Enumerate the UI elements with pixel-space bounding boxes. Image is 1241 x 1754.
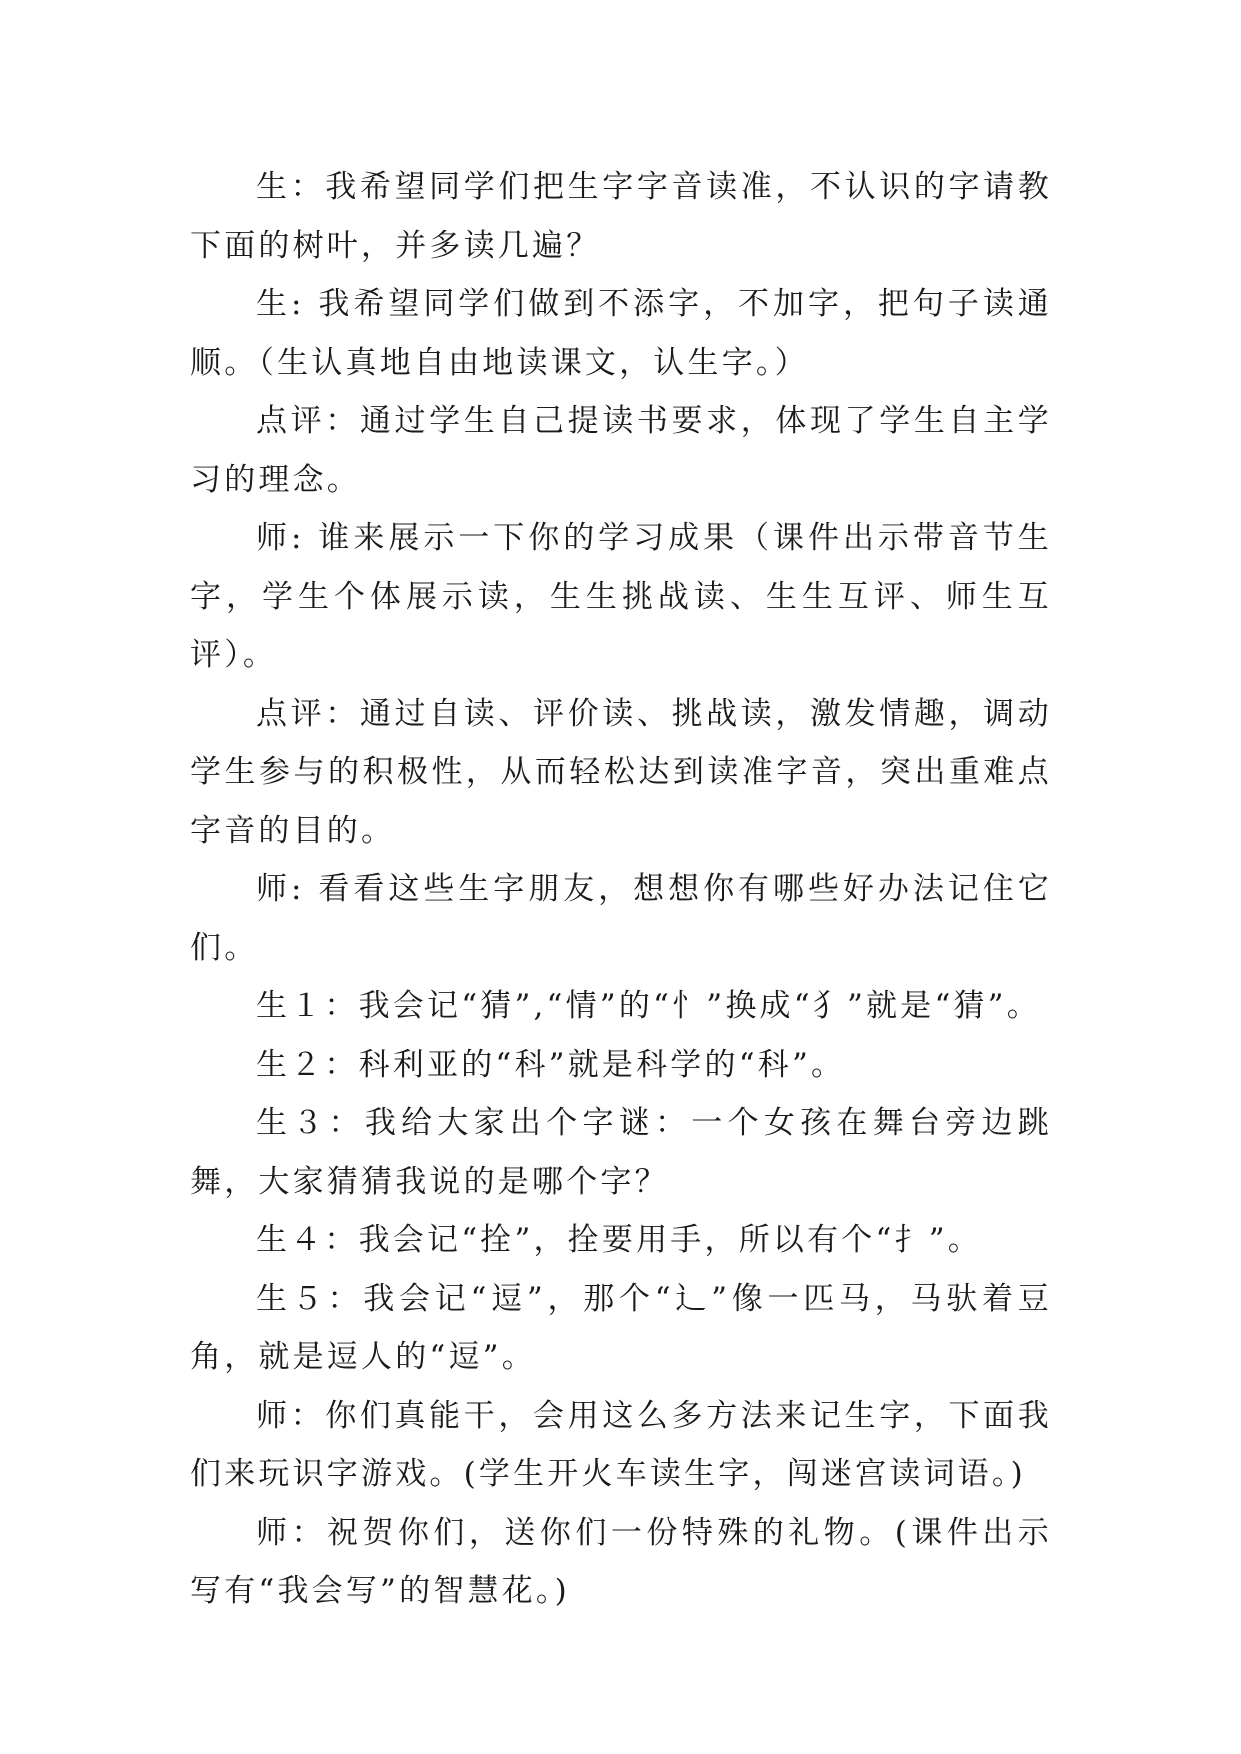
paragraph-10: 生４：我会记“拴”，拴要用手，所以有个“扌”。 <box>256 1222 982 1258</box>
paragraph-6: 师: 看看这些生字朋友，想想你有哪些好办法记住它们。 <box>190 871 1052 966</box>
paragraph-3: 点评：通过学生自己提读书要求，体现了学生自主学习的理念。 <box>190 403 1052 498</box>
paragraph-1: 生：我希望同学们把生字字音读准，不认识的字请教下面的树叶，并多读几遍？ <box>190 169 1052 264</box>
paragraph-9: 生３：我给大家出个字谜：一个女孩在舞台旁边跳舞，大家猜猜我说的是哪个字？ <box>190 1105 1052 1200</box>
paragraph-4: 师: 谁来展示一下你的学习成果（课件出示带音节生字，学生个体展示读，生生挑战读、生生互评、师生互评）。 <box>190 520 1052 673</box>
document-body <box>190 158 1052 1621</box>
paragraph-13: 师：祝贺你们，送你们一份特殊的礼物。(课件出示写有“我会写”的智慧花。) <box>190 1514 1052 1609</box>
paragraph-2: 生: 我希望同学们做到不添字，不加字，把句子读通顺。（生认真地自由地读课文，认生字。） <box>190 286 1052 381</box>
paragraph-12: 师：你们真能干，会用这么多方法来记生字，下面我们来玩识字游戏。(学生开火车读生字，闯迷宫读词语。) <box>190 1397 1052 1492</box>
paragraph-5: 点评：通过自读、评价读、挑战读，激发情趣，调动学生参与的积极性，从而轻松达到读准字音，突出重难点字音的目的。 <box>190 695 1052 849</box>
paragraph-7: 生１：我会记“猜”,“情”的“忄”换成“犭”就是“猜”。 <box>256 988 1041 1024</box>
paragraph-11: 生５：我会记“逗”，那个“辶”像一匹马，马驮着豆角，就是逗人的“逗”。 <box>190 1280 1052 1375</box>
paragraph-8: 生２：科利亚的“科”就是科学的“科”。 <box>256 1046 846 1083</box>
